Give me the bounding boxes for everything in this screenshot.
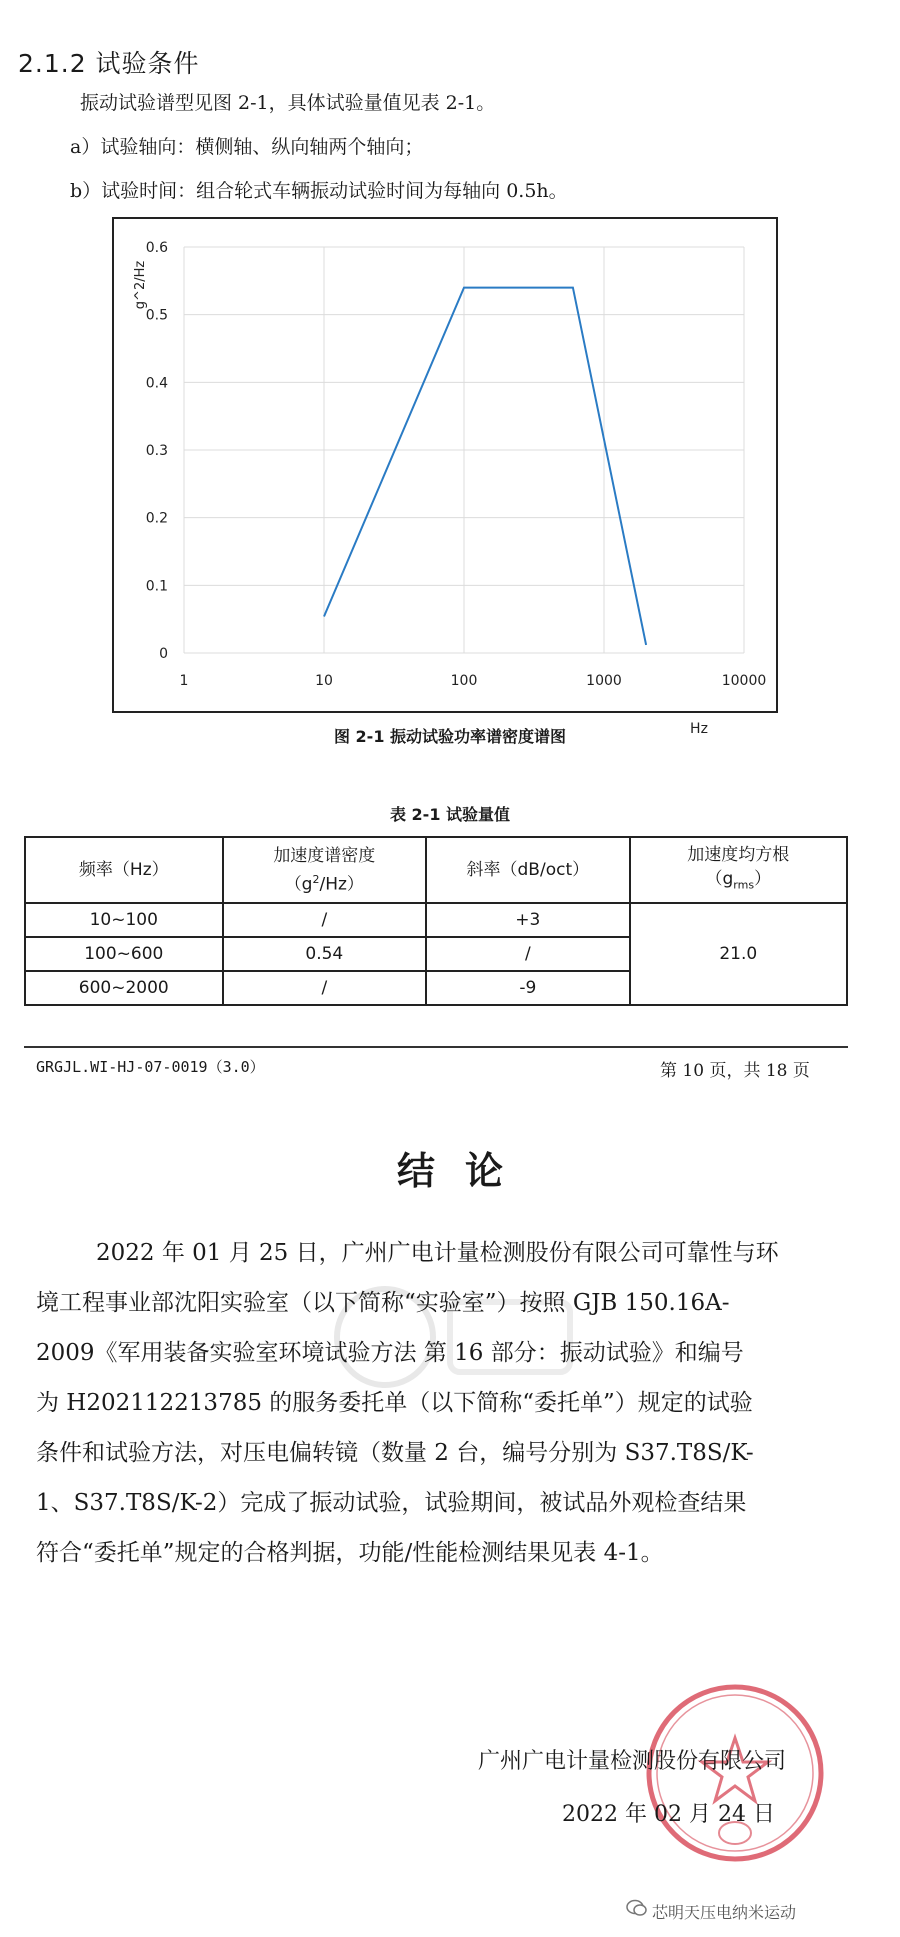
conclusion-line: 境工程事业部沈阳实验室（以下简称“实验室”）按照 GJB 150.16A- bbox=[36, 1290, 730, 1316]
header-psd-unit bbox=[224, 868, 426, 897]
cell-psd: / bbox=[223, 971, 427, 1005]
test-axis-item: a）试验轴向：横侧轴、纵向轴两个轴向； bbox=[70, 136, 424, 158]
cell-slope: / bbox=[426, 937, 630, 971]
intro-text: 振动试验谱型见图 2-1，具体试验量值见表 2-1。 bbox=[80, 92, 496, 114]
x-tick-label: 1000 bbox=[586, 673, 622, 689]
cell-psd: 0.54 bbox=[223, 937, 427, 971]
cell-slope: -9 bbox=[426, 971, 630, 1005]
y-tick-label: 0 bbox=[159, 646, 168, 662]
test-time-item: b）试验时间：组合轮式车辆振动试验时间为每轴向 0.5h。 bbox=[70, 180, 568, 202]
cell-frequency: 600~2000 bbox=[25, 971, 223, 1005]
conclusion-title: 结论 bbox=[396, 1148, 533, 1193]
document-code: GRGJL.WI-HJ-07-0019（3.0） bbox=[36, 1058, 265, 1076]
x-tick-label: 100 bbox=[450, 673, 478, 689]
x-tick-label: 1 bbox=[179, 673, 189, 689]
y-tick-label: 0.4 bbox=[145, 375, 168, 392]
header-slope: 斜率（dB/oct） bbox=[426, 837, 630, 903]
rms-unit-sub: rms bbox=[733, 878, 755, 892]
test-level-table bbox=[24, 836, 848, 1006]
cell-slope: +3 bbox=[426, 903, 630, 937]
rms-unit-post: ） bbox=[754, 868, 772, 889]
header-rms bbox=[630, 837, 847, 903]
y-tick-label: 0.3 bbox=[145, 443, 168, 459]
header-rms-unit bbox=[631, 867, 846, 897]
psd-unit-post: /Hz） bbox=[319, 874, 364, 895]
header-rms-main: 加速度均方根 bbox=[687, 844, 790, 865]
conclusion-line: 1、S37.T8S/K-2）完成了振动试验，试验期间，被试品外观检查结果 bbox=[36, 1490, 747, 1516]
y-tick-label: 0.2 bbox=[145, 510, 168, 527]
table-header-row bbox=[25, 837, 847, 903]
conclusion-line: 符合“委托单”规定的合格判据，功能/性能检测结果见表 4-1。 bbox=[36, 1540, 664, 1566]
x-tick-label: 10000 bbox=[721, 673, 767, 689]
cell-rms: 21.0 bbox=[630, 903, 847, 1005]
x-tick-label: 10 bbox=[315, 673, 333, 689]
table-caption: 表 2-1 试验量值 bbox=[389, 805, 511, 824]
wechat-icon bbox=[626, 1898, 648, 1918]
y-tick-label: 0.5 bbox=[145, 307, 168, 324]
y-tick-label: 0.1 bbox=[145, 578, 168, 595]
header-frequency: 频率（Hz） bbox=[25, 837, 223, 903]
conclusion-line: 2009《军用装备实验室环境试验方法 第 16 部分：振动试验》和编号 bbox=[36, 1340, 744, 1366]
conclusion-line: 条件和试验方法，对压电偏转镜（数量 2 台，编号分别为 S37.T8S/K- bbox=[36, 1440, 754, 1466]
psd-series-line bbox=[324, 288, 646, 645]
wechat-account-name: 芯明天压电纳米运动 bbox=[652, 1903, 797, 1922]
header-psd bbox=[223, 837, 427, 903]
company-signature: 广州广电计量检测股份有限公司 bbox=[478, 1749, 787, 1774]
footer-divider bbox=[24, 1046, 848, 1048]
x-axis-label: Hz bbox=[690, 721, 708, 737]
cell-frequency: 10~100 bbox=[25, 903, 223, 937]
page-number: 第 10 页，共 18 页 bbox=[660, 1061, 810, 1081]
y-tick-label: 0.6 bbox=[145, 240, 168, 256]
signature-date: 2022 年 02 月 24 日 bbox=[562, 1802, 775, 1827]
cell-frequency: 100~600 bbox=[25, 937, 223, 971]
psd-unit-sup: 2 bbox=[312, 872, 320, 886]
table-row bbox=[25, 903, 847, 937]
y-axis-label: g^2/Hz bbox=[133, 260, 148, 310]
conclusion-body bbox=[36, 1228, 856, 1578]
header-psd-main: 加速度谱密度 bbox=[273, 845, 376, 866]
section-heading: 2.1.2 试验条件 bbox=[18, 49, 200, 78]
psd-unit-pre: （g bbox=[284, 874, 313, 895]
figure-caption: 图 2-1 振动试验功率谱密度谱图 bbox=[333, 727, 567, 746]
rms-unit-pre: （g bbox=[705, 868, 734, 889]
cell-psd: / bbox=[223, 903, 427, 937]
conclusion-line: 为 H202112213785 的服务委托单（以下简称“委托单”）规定的试验 bbox=[36, 1390, 753, 1416]
conclusion-line: 2022 年 01 月 25 日，广州广电计量检测股份有限公司可靠性与环 bbox=[96, 1240, 779, 1266]
